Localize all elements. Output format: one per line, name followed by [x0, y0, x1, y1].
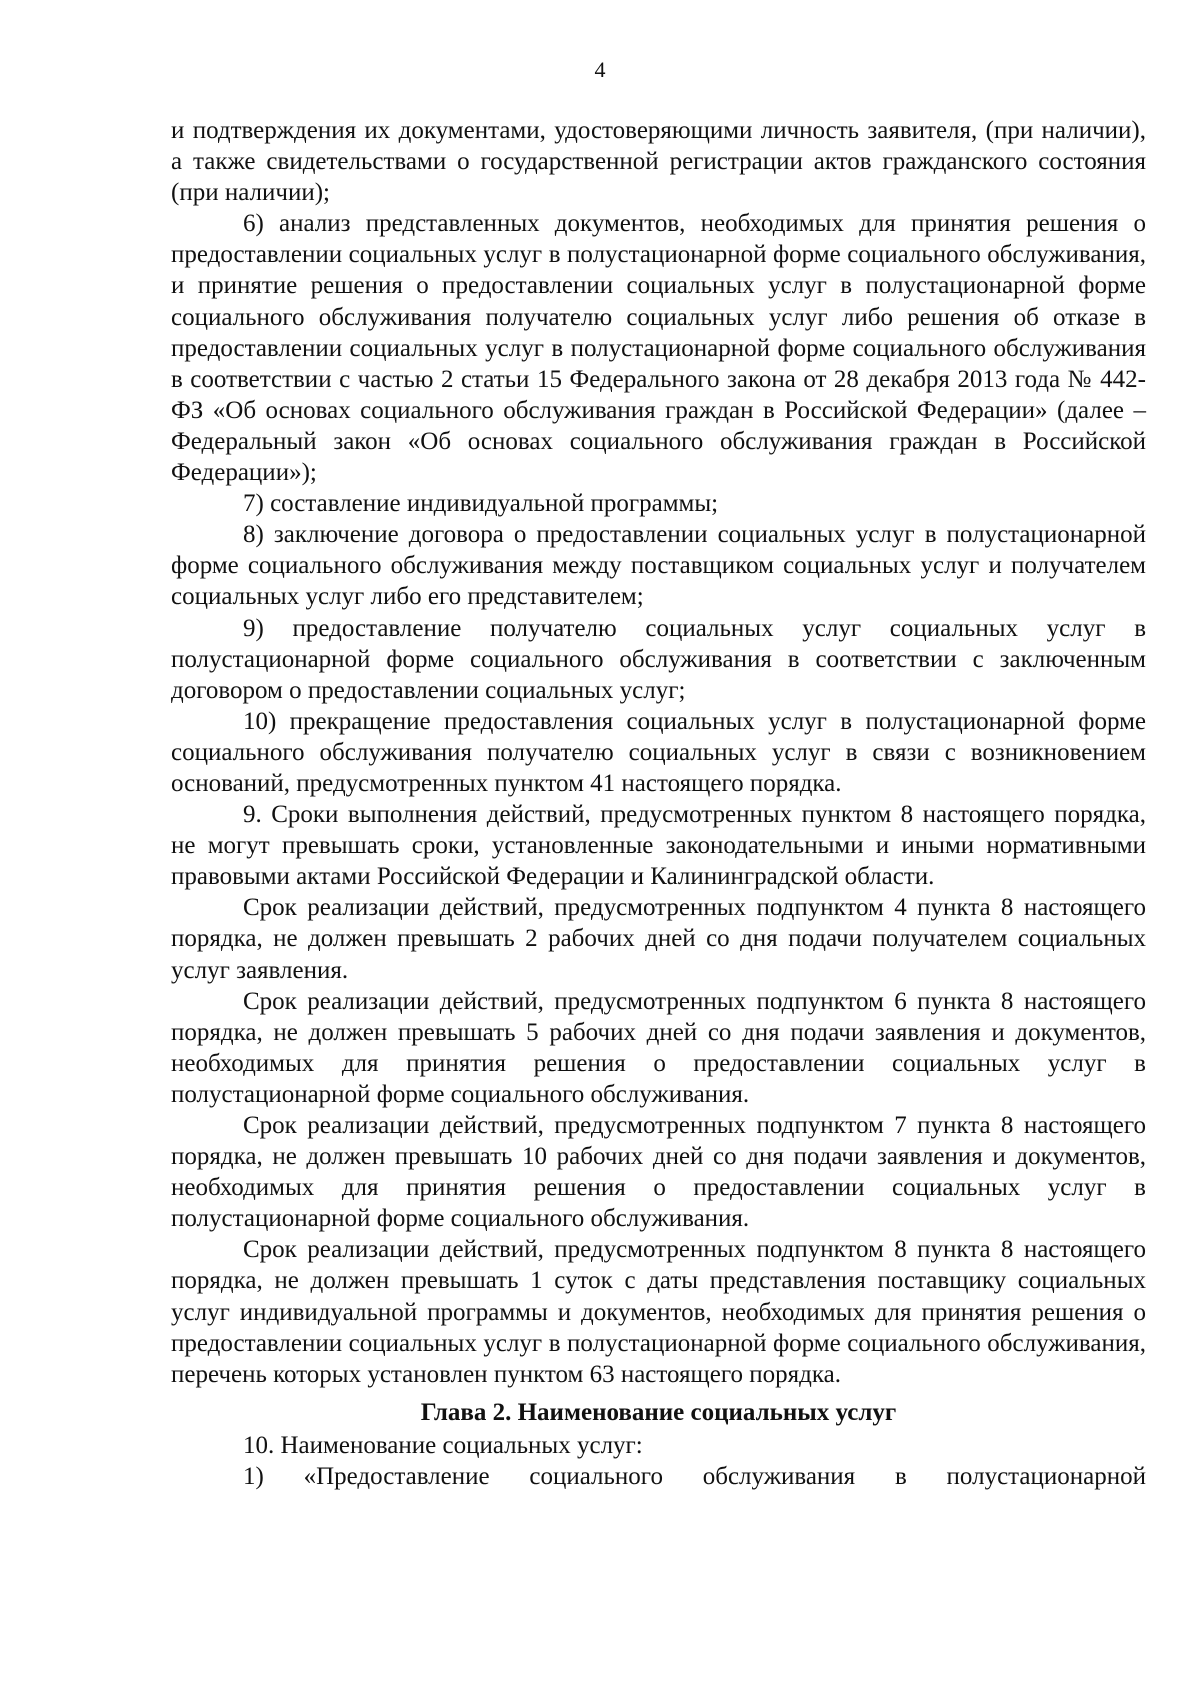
paragraph-deadline-subitem-4: Срок реализации действий, предусмотренных подпунктом 4 пункта 8 настоящего порядка, не должен превышать 2 рабочих дней со дня подачи получателем социальных услуг заявления.: [171, 894, 1146, 984]
paragraph-item-8: 8) заключение договора о предоставлении социальных услуг в полустационарной форме социального обслуживания между поставщиком социальных услуг и получателем социальных услуг либо его представителем;: [171, 521, 1146, 611]
paragraph-deadline-subitem-7: Срок реализации действий, предусмотренных подпунктом 7 пункта 8 настоящего порядка, не должен превышать 10 рабочих дней со дня подачи заявления и документов, необходимых для принятия решения о предоставлении социальных услуг в полустационарной форме социального обслуживания.: [171, 1112, 1146, 1233]
page-number: 4: [594, 57, 606, 82]
document-body: [171, 115, 1146, 1492]
paragraph-clause-9: 9. Сроки выполнения действий, предусмотренных пунктом 8 настоящего порядка, не могут превышать сроки, установленные законодательными и иными нормативными правовыми актами Российской Федерации и Калининградской области.: [171, 801, 1146, 891]
paragraph-deadline-subitem-8: Срок реализации действий, предусмотренных подпунктом 8 пункта 8 настоящего порядка, не должен превышать 1 суток с даты представления поставщику социальных услуг индивидуальной программы и документов, необходимых для принятия решения о предоставлении социальных услуг в полустационарной форме социального обслуживания, перечень которых установлен пунктом 63 настоящего порядка.: [171, 1236, 1146, 1388]
chapter-heading: Глава 2. Наименование социальных услуг: [420, 1398, 897, 1426]
paragraph-item-9: 9) предоставление получателю социальных услуг социальных услуг в полустационарной форме социального обслуживания в соответствии с заключенным договором о предоставлении социальных услуг;: [171, 614, 1146, 704]
paragraph-item-10: 10) прекращение предоставления социальных услуг в полустационарной форме социального обслуживания получателю социальных услуг в связи с возникновением оснований, предусмотренных пунктом 41 настоящего порядка.: [171, 707, 1146, 797]
paragraph-continuation: и подтверждения их документами, удостоверяющими личность заявителя, (при наличии), а также свидетельствами о государственной регистрации актов гражданского состояния (при наличии);: [171, 117, 1146, 207]
paragraph-deadline-subitem-6: Срок реализации действий, предусмотренных подпунктом 6 пункта 8 настоящего порядка, не должен превышать 5 рабочих дней со дня подачи заявления и документов, необходимых для принятия решения о предоставлении социальных услуг в полустационарной форме социального обслуживания.: [171, 987, 1146, 1108]
paragraph-item-6: 6) анализ представленных документов, необходимых для принятия решения о предоставлении социальных услуг в полустационарной форме социального обслуживания, и принятие решения о предоставлении социальных услуг в полустационарной форме социального обслуживания получателю социальных услуг либо решения об отказе в предоставлении социальных услуг в полустационарной форме социального обслуживания в соответствии с частью 2 статьи 15 Федерального закона от 28 декабря 2013 года № 442-ФЗ «Об основах социального обслуживания граждан в Российской Федерации» (далее – Федеральный закон «Об основах социального обслуживания граждан в Российской Федерации»);: [171, 210, 1146, 487]
paragraph-clause-10: 10. Наименование социальных услуг:: [243, 1431, 643, 1459]
paragraph-item-7: 7) составление индивидуальной программы;: [243, 490, 719, 518]
paragraph-service-item-1: 1) «Предоставление социального обслуживания в полустационарной: [243, 1463, 1146, 1491]
